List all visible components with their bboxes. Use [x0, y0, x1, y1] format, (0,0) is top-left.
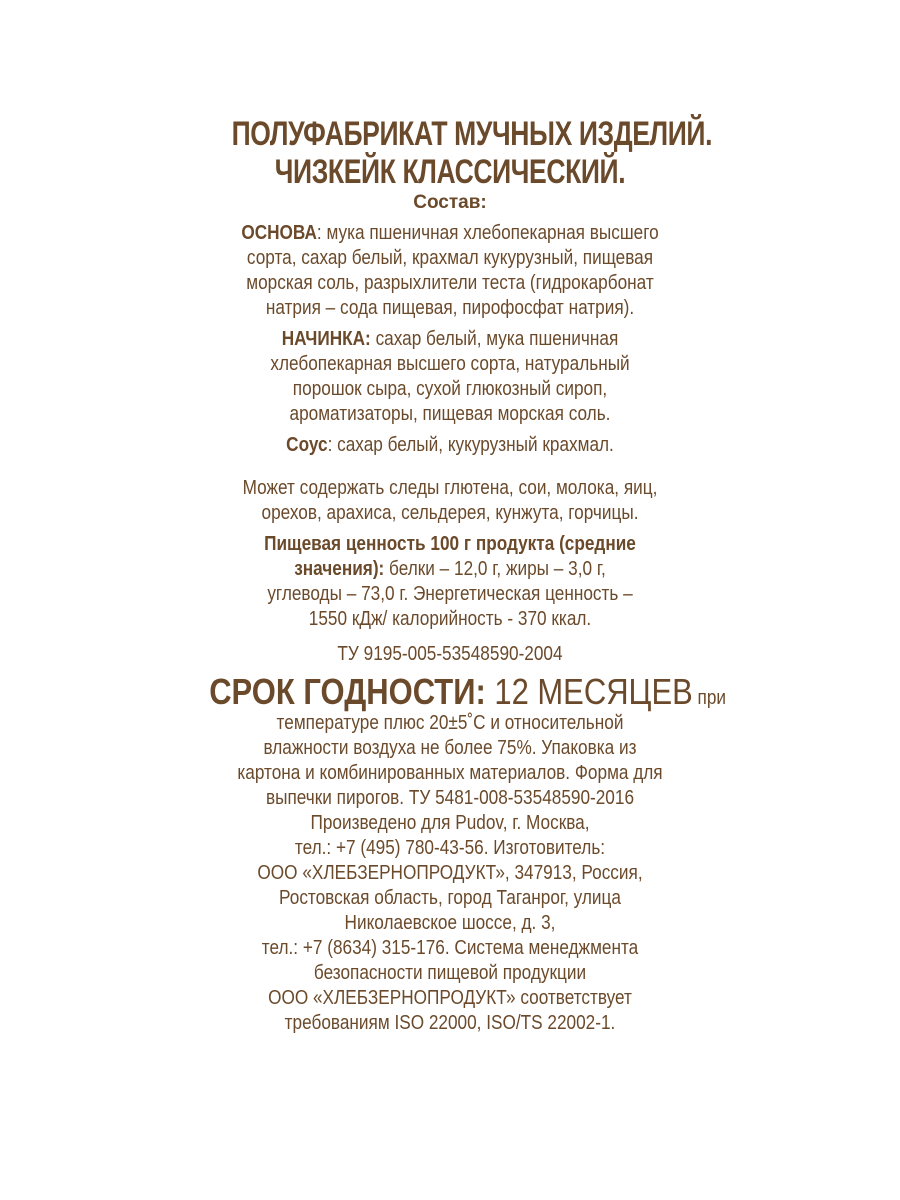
- producer-line: Произведено для Pudov, г. Москва,: [310, 812, 590, 834]
- filling-line-1: сахар белый, мука пшеничная: [370, 328, 619, 350]
- base-line-2: сорта, сахар белый, крахмал кукурузный, пищевая: [246, 247, 654, 269]
- product-title: [231, 115, 713, 191]
- nutrition-line-4: 1550 кДж/ калорийность - 370 ккал.: [308, 608, 592, 630]
- producer-line: тел.: +7 (495) 780-43-56. Изготовитель:: [294, 837, 606, 859]
- nutrition-label-line-2: значения):: [294, 558, 385, 580]
- allergen-warning: [209, 476, 691, 526]
- storage-line: влажности воздуха не более 75%. Упаковка из: [263, 737, 637, 759]
- filling-line-2: хлебопекарная высшего сорта, натуральный: [270, 353, 630, 375]
- nutrition-line-3: углеводы – 73,0 г. Энергетическая ценность –: [267, 583, 633, 605]
- tu-code: ТУ 9195-005-53548590-2004: [337, 643, 563, 665]
- sauce-text: : сахар белый, кукурузный крахмал.: [327, 434, 614, 456]
- product-title-line-2: ЧИЗКЕЙК КЛАССИЧЕСКИЙ.: [274, 153, 626, 191]
- sauce-ingredients: [209, 433, 691, 458]
- product-title-line-1: ПОЛУФАБРИКАТ МУЧНЫХ ИЗДЕЛИЙ.: [231, 115, 713, 153]
- packaging-line: картона и комбинированных материалов. Форма для: [237, 762, 663, 784]
- filling-line-3: порошок сыра, сухой глюкозный сироп,: [292, 378, 608, 400]
- shelf-life-value: 12 МЕСЯЦЕВ: [485, 671, 693, 712]
- shelf-life-label: СРОК ГОДНОСТИ:: [209, 671, 486, 712]
- nutrition-label-line-1: Пищевая ценность 100 г продукта (средние: [264, 533, 636, 555]
- shelf-life-suffix: при: [692, 687, 727, 709]
- filling-label: НАЧИНКА:: [281, 328, 371, 350]
- base-line-1: : мука пшеничная хлебопекарная высшего: [316, 222, 659, 244]
- certification-line: ООО «ХЛЕБЗЕРНОПРОДУКТ» соответствует: [268, 987, 632, 1009]
- nutrition-facts: [209, 532, 691, 632]
- certification-line: тел.: +7 (8634) 315-176. Система менеджмента: [261, 937, 639, 959]
- allergen-line-1: Может содержать следы глютена, сои, молока, яиц,: [242, 477, 658, 499]
- filling-ingredients: [209, 327, 691, 427]
- packaging-line: выпечки пирогов. ТУ 5481-008-53548590-2016: [265, 787, 635, 809]
- storage-line: температуре плюс 20±5˚С и относительной: [276, 712, 624, 734]
- base-label: ОСНОВА: [241, 222, 317, 244]
- composition-heading: Состав:: [413, 192, 487, 213]
- manufacturer-line: Николаевское шоссе, д. 3,: [344, 912, 556, 934]
- certification-line: требованиям ISO 22000, ISO/TS 22002-1.: [284, 1012, 616, 1034]
- base-ingredients: [209, 221, 691, 321]
- sauce-label: Соус: [286, 434, 328, 456]
- certification-line: безопасности пищевой продукции: [313, 962, 587, 984]
- product-label: [170, 115, 730, 1036]
- allergen-line-2: орехов, арахиса, сельдерея, кунжута, горчицы.: [261, 502, 639, 524]
- base-line-3: морская соль, разрыхлители теста (гидрокарбонат: [246, 272, 654, 294]
- nutrition-line-2: белки – 12,0 г, жиры – 3,0 г,: [384, 558, 606, 580]
- base-line-4: натрия – сода пищевая, пирофосфат натрия).: [265, 297, 635, 319]
- manufacturer-line: Ростовская область, город Таганрог, улица: [279, 887, 621, 909]
- shelf-life-block: [209, 671, 727, 1036]
- filling-line-4: ароматизаторы, пищевая морская соль.: [289, 403, 611, 425]
- manufacturer-line: ООО «ХЛЕБЗЕРНОПРОДУКТ», 347913, Россия,: [257, 862, 643, 884]
